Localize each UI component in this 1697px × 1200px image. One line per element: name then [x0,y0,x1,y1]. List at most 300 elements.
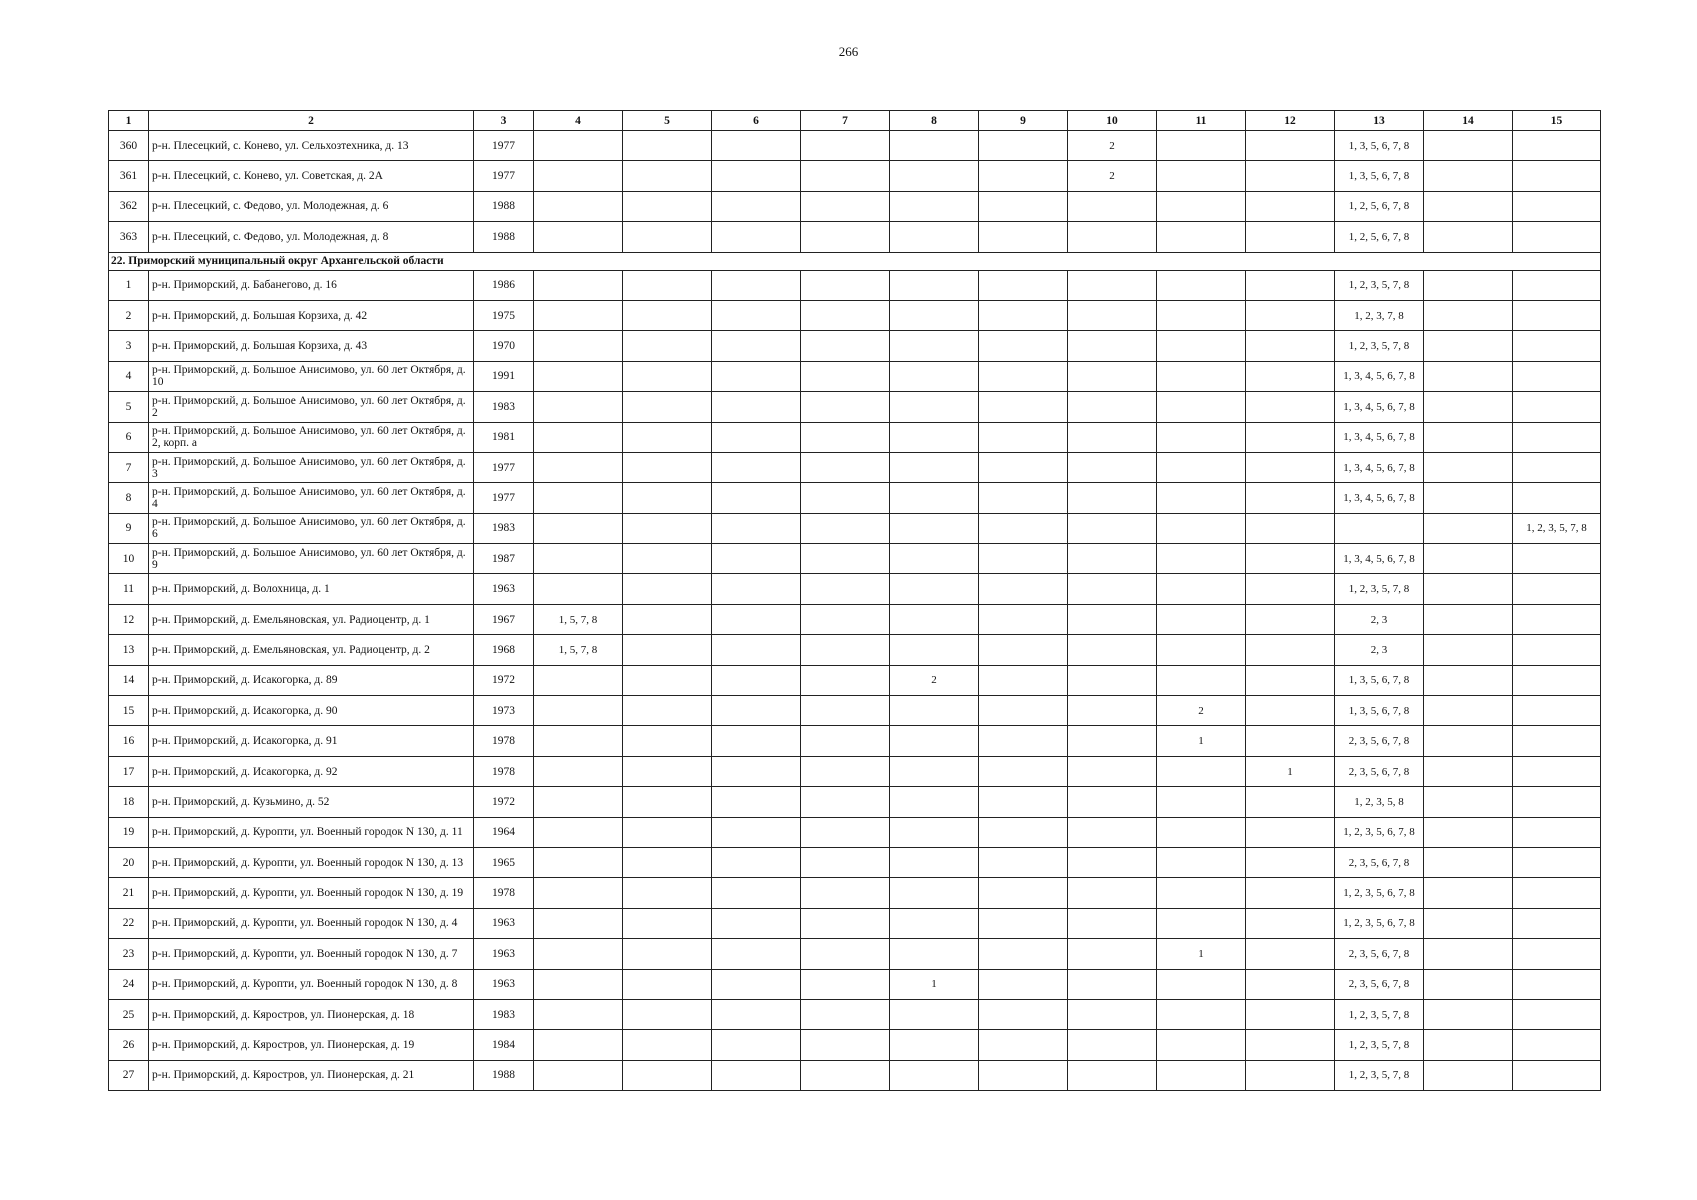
cell-col-15: 1, 2, 3, 5, 7, 8 [1513,513,1601,543]
cell-col-14 [1424,513,1513,543]
cell-col-6 [712,999,801,1029]
address-cell: р-н. Приморский, д. Куропти, ул. Военный городок N 130, д. 13 [149,847,474,877]
cell-col-7 [801,726,890,756]
cell-col-4 [534,665,623,695]
cell-col-7 [801,1060,890,1090]
cell-col-15 [1513,422,1601,452]
cell-col-10 [1068,574,1157,604]
cell-col-5 [623,131,712,161]
cell-col-8 [890,635,979,665]
cell-col-5 [623,939,712,969]
cell-col-4 [534,787,623,817]
cell-col-9 [979,969,1068,999]
cell-col-11 [1157,635,1246,665]
address-cell: р-н. Приморский, д. Большое Анисимово, ул. 60 лет Октября, д. 3 [149,452,474,482]
cell-col-6 [712,392,801,422]
cell-col-10 [1068,665,1157,695]
cell-col-6 [712,544,801,574]
cell-col-6 [712,847,801,877]
row-number-cell: 1 [109,270,149,300]
cell-col-10 [1068,726,1157,756]
address-cell: р-н. Приморский, д. Волохница, д. 1 [149,574,474,604]
cell-col-15 [1513,161,1601,191]
cell-col-7 [801,483,890,513]
cell-col-12 [1246,726,1335,756]
column-header-8: 8 [890,111,979,131]
cell-col-10 [1068,1030,1157,1060]
cell-col-13: 1, 3, 4, 5, 6, 7, 8 [1335,392,1424,422]
cell-col-15 [1513,756,1601,786]
column-header-4: 4 [534,111,623,131]
cell-col-9 [979,483,1068,513]
cell-col-5 [623,726,712,756]
cell-col-14 [1424,544,1513,574]
cell-col-12 [1246,787,1335,817]
cell-col-11 [1157,878,1246,908]
column-header-7: 7 [801,111,890,131]
cell-col-14 [1424,161,1513,191]
cell-col-4 [534,1030,623,1060]
cell-col-8 [890,513,979,543]
cell-col-11 [1157,131,1246,161]
cell-col-12 [1246,191,1335,221]
row-number-cell: 16 [109,726,149,756]
cell-col-13: 2, 3, 5, 6, 7, 8 [1335,939,1424,969]
cell-col-10: 2 [1068,161,1157,191]
cell-col-5 [623,452,712,482]
cell-col-6 [712,878,801,908]
cell-col-11: 1 [1157,726,1246,756]
cell-col-15 [1513,574,1601,604]
cell-col-15 [1513,1060,1601,1090]
cell-col-4 [534,483,623,513]
cell-col-7 [801,665,890,695]
cell-col-4 [534,131,623,161]
cell-col-13: 2, 3, 5, 6, 7, 8 [1335,969,1424,999]
cell-col-13: 2, 3, 5, 6, 7, 8 [1335,726,1424,756]
year-cell: 1963 [474,939,534,969]
cell-col-11 [1157,452,1246,482]
cell-col-9 [979,756,1068,786]
cell-col-7 [801,191,890,221]
cell-col-8: 1 [890,969,979,999]
cell-col-7 [801,999,890,1029]
cell-col-13: 1, 2, 3, 5, 7, 8 [1335,270,1424,300]
cell-col-6 [712,756,801,786]
cell-col-10 [1068,191,1157,221]
row-number-cell: 17 [109,756,149,786]
cell-col-11 [1157,222,1246,252]
address-cell: р-н. Плесецкий, с. Федово, ул. Молодежная, д. 6 [149,191,474,221]
cell-col-14 [1424,756,1513,786]
cell-col-11 [1157,847,1246,877]
cell-col-6 [712,270,801,300]
table-row [109,483,1601,513]
cell-col-4 [534,361,623,391]
cell-col-5 [623,878,712,908]
cell-col-10 [1068,969,1157,999]
cell-col-13: 2, 3, 5, 6, 7, 8 [1335,756,1424,786]
cell-col-13: 1, 2, 3, 5, 6, 7, 8 [1335,908,1424,938]
cell-col-9 [979,131,1068,161]
year-cell: 1965 [474,847,534,877]
cell-col-14 [1424,908,1513,938]
cell-col-9 [979,191,1068,221]
row-number-cell: 25 [109,999,149,1029]
cell-col-9 [979,331,1068,361]
section-row [109,252,1601,270]
cell-col-10 [1068,513,1157,543]
cell-col-11 [1157,665,1246,695]
cell-col-14 [1424,300,1513,330]
table-row [109,452,1601,482]
cell-col-6 [712,908,801,938]
cell-col-5 [623,1030,712,1060]
row-number-cell: 8 [109,483,149,513]
cell-col-13: 1, 2, 3, 5, 7, 8 [1335,574,1424,604]
address-cell: р-н. Приморский, д. Кяростров, ул. Пионерская, д. 21 [149,1060,474,1090]
cell-col-15 [1513,726,1601,756]
cell-col-10 [1068,939,1157,969]
column-header-3: 3 [474,111,534,131]
cell-col-11 [1157,422,1246,452]
address-cell: р-н. Приморский, д. Куропти, ул. Военный городок N 130, д. 7 [149,939,474,969]
cell-col-4 [534,817,623,847]
cell-col-4 [534,908,623,938]
address-cell: р-н. Плесецкий, с. Конево, ул. Советская, д. 2А [149,161,474,191]
cell-col-14 [1424,878,1513,908]
address-cell: р-н. Приморский, д. Куропти, ул. Военный городок N 130, д. 4 [149,908,474,938]
cell-col-6 [712,300,801,330]
cell-col-6 [712,939,801,969]
cell-col-9 [979,696,1068,726]
cell-col-8 [890,847,979,877]
cell-col-12 [1246,878,1335,908]
cell-col-10 [1068,452,1157,482]
cell-col-15 [1513,452,1601,482]
cell-col-12 [1246,513,1335,543]
table-row [109,131,1601,161]
cell-col-7 [801,392,890,422]
cell-col-10 [1068,999,1157,1029]
cell-col-13: 1, 3, 5, 6, 7, 8 [1335,131,1424,161]
column-header-6: 6 [712,111,801,131]
cell-col-5 [623,300,712,330]
cell-col-9 [979,544,1068,574]
cell-col-8 [890,574,979,604]
row-number-cell: 11 [109,574,149,604]
column-header-2: 2 [149,111,474,131]
cell-col-4 [534,161,623,191]
cell-col-13: 1, 3, 5, 6, 7, 8 [1335,161,1424,191]
cell-col-6 [712,635,801,665]
row-number-cell: 12 [109,604,149,634]
cell-col-15 [1513,392,1601,422]
table-row [109,817,1601,847]
cell-col-12 [1246,544,1335,574]
address-cell: р-н. Плесецкий, с. Конево, ул. Сельхозтехника, д. 13 [149,131,474,161]
cell-col-13: 1, 3, 5, 6, 7, 8 [1335,665,1424,695]
cell-col-9 [979,635,1068,665]
cell-col-13: 1, 3, 4, 5, 6, 7, 8 [1335,452,1424,482]
cell-col-8 [890,1030,979,1060]
table-row [109,544,1601,574]
row-number-cell: 363 [109,222,149,252]
year-cell: 1981 [474,422,534,452]
cell-col-6 [712,574,801,604]
year-cell: 1987 [474,544,534,574]
cell-col-15 [1513,331,1601,361]
cell-col-7 [801,908,890,938]
cell-col-13: 1, 3, 4, 5, 6, 7, 8 [1335,544,1424,574]
cell-col-9 [979,665,1068,695]
row-number-cell: 3 [109,331,149,361]
cell-col-4 [534,1060,623,1090]
column-header-1: 1 [109,111,149,131]
cell-col-5 [623,604,712,634]
cell-col-7 [801,604,890,634]
address-cell: р-н. Приморский, д. Большое Анисимово, ул. 60 лет Октября, д. 2 [149,392,474,422]
cell-col-11 [1157,392,1246,422]
row-number-cell: 21 [109,878,149,908]
column-header-14: 14 [1424,111,1513,131]
cell-col-11 [1157,604,1246,634]
cell-col-11: 1 [1157,939,1246,969]
cell-col-9 [979,1030,1068,1060]
cell-col-14 [1424,635,1513,665]
cell-col-6 [712,422,801,452]
cell-col-4 [534,513,623,543]
cell-col-6 [712,331,801,361]
cell-col-12 [1246,908,1335,938]
table-row [109,270,1601,300]
cell-col-10 [1068,635,1157,665]
row-number-cell: 19 [109,817,149,847]
table-row [109,969,1601,999]
cell-col-13: 1, 2, 5, 6, 7, 8 [1335,222,1424,252]
cell-col-8 [890,756,979,786]
row-number-cell: 4 [109,361,149,391]
address-cell: р-н. Приморский, д. Большое Анисимово, ул. 60 лет Октября, д. 4 [149,483,474,513]
section-title: 22. Приморский муниципальный округ Архангельской области [109,252,1601,270]
cell-col-8 [890,726,979,756]
cell-col-12 [1246,1060,1335,1090]
cell-col-8 [890,878,979,908]
table-body [109,131,1601,1091]
address-cell: р-н. Приморский, д. Большое Анисимово, ул. 60 лет Октября, д. 10 [149,361,474,391]
cell-col-12 [1246,574,1335,604]
table-row [109,300,1601,330]
cell-col-4 [534,191,623,221]
cell-col-10 [1068,361,1157,391]
table-header-row [109,111,1601,131]
cell-col-15 [1513,191,1601,221]
cell-col-10 [1068,908,1157,938]
cell-col-11 [1157,191,1246,221]
row-number-cell: 6 [109,422,149,452]
row-number-cell: 10 [109,544,149,574]
year-cell: 1991 [474,361,534,391]
cell-col-12 [1246,161,1335,191]
cell-col-9 [979,361,1068,391]
cell-col-5 [623,513,712,543]
cell-col-10 [1068,300,1157,330]
cell-col-12 [1246,131,1335,161]
cell-col-12 [1246,817,1335,847]
cell-col-7 [801,1030,890,1060]
cell-col-4: 1, 5, 7, 8 [534,635,623,665]
table-row [109,726,1601,756]
cell-col-11 [1157,483,1246,513]
cell-col-9 [979,999,1068,1029]
cell-col-14 [1424,665,1513,695]
cell-col-9 [979,300,1068,330]
cell-col-10 [1068,331,1157,361]
cell-col-6 [712,787,801,817]
cell-col-11 [1157,1060,1246,1090]
cell-col-4 [534,422,623,452]
address-cell: р-н. Плесецкий, с. Федово, ул. Молодежная, д. 8 [149,222,474,252]
address-cell: р-н. Приморский, д. Кяростров, ул. Пионерская, д. 18 [149,999,474,1029]
cell-col-9 [979,513,1068,543]
cell-col-5 [623,392,712,422]
cell-col-15 [1513,270,1601,300]
cell-col-4 [534,726,623,756]
cell-col-13: 1, 3, 4, 5, 6, 7, 8 [1335,483,1424,513]
cell-col-14 [1424,222,1513,252]
cell-col-11 [1157,756,1246,786]
cell-col-6 [712,222,801,252]
cell-col-6 [712,604,801,634]
cell-col-11 [1157,270,1246,300]
table-row [109,999,1601,1029]
cell-col-5 [623,665,712,695]
column-header-11: 11 [1157,111,1246,131]
cell-col-10 [1068,847,1157,877]
cell-col-14 [1424,452,1513,482]
row-number-cell: 26 [109,1030,149,1060]
table-row [109,787,1601,817]
cell-col-14 [1424,392,1513,422]
year-cell: 1984 [474,1030,534,1060]
cell-col-5 [623,756,712,786]
cell-col-14 [1424,331,1513,361]
cell-col-10 [1068,483,1157,513]
year-cell: 1973 [474,696,534,726]
cell-col-8 [890,361,979,391]
cell-col-5 [623,483,712,513]
cell-col-6 [712,665,801,695]
cell-col-8 [890,131,979,161]
cell-col-8 [890,604,979,634]
address-cell: р-н. Приморский, д. Исакогорка, д. 91 [149,726,474,756]
cell-col-4 [534,969,623,999]
table-row [109,361,1601,391]
table-row [109,908,1601,938]
cell-col-5 [623,270,712,300]
year-cell: 1964 [474,817,534,847]
table-row [109,331,1601,361]
cell-col-5 [623,422,712,452]
address-cell: р-н. Приморский, д. Кяростров, ул. Пионерская, д. 19 [149,1030,474,1060]
year-cell: 1972 [474,665,534,695]
cell-col-8 [890,422,979,452]
cell-col-14 [1424,191,1513,221]
row-number-cell: 24 [109,969,149,999]
cell-col-4 [534,696,623,726]
year-cell: 1970 [474,331,534,361]
cell-col-4: 1, 5, 7, 8 [534,604,623,634]
cell-col-15 [1513,131,1601,161]
cell-col-15 [1513,300,1601,330]
year-cell: 1978 [474,726,534,756]
cell-col-8 [890,270,979,300]
row-number-cell: 2 [109,300,149,330]
cell-col-14 [1424,969,1513,999]
cell-col-14 [1424,270,1513,300]
row-number-cell: 5 [109,392,149,422]
cell-col-5 [623,331,712,361]
cell-col-11: 2 [1157,696,1246,726]
cell-col-11 [1157,969,1246,999]
column-header-5: 5 [623,111,712,131]
year-cell: 1963 [474,574,534,604]
cell-col-9 [979,847,1068,877]
cell-col-10 [1068,1060,1157,1090]
cell-col-4 [534,756,623,786]
cell-col-5 [623,908,712,938]
cell-col-7 [801,422,890,452]
cell-col-15 [1513,483,1601,513]
table-row [109,756,1601,786]
table-row [109,161,1601,191]
row-number-cell: 360 [109,131,149,161]
address-cell: р-н. Приморский, д. Исакогорка, д. 92 [149,756,474,786]
cell-col-6 [712,696,801,726]
cell-col-14 [1424,604,1513,634]
year-cell: 1977 [474,452,534,482]
table-row [109,878,1601,908]
cell-col-12 [1246,665,1335,695]
cell-col-9 [979,161,1068,191]
cell-col-13: 1, 2, 3, 7, 8 [1335,300,1424,330]
column-header-13: 13 [1335,111,1424,131]
cell-col-10 [1068,392,1157,422]
cell-col-10 [1068,817,1157,847]
table-row [109,665,1601,695]
cell-col-8 [890,1060,979,1090]
cell-col-6 [712,191,801,221]
cell-col-15 [1513,361,1601,391]
cell-col-7 [801,161,890,191]
cell-col-4 [534,270,623,300]
cell-col-12 [1246,392,1335,422]
cell-col-11 [1157,361,1246,391]
cell-col-14 [1424,696,1513,726]
cell-col-6 [712,1060,801,1090]
cell-col-15 [1513,999,1601,1029]
cell-col-13: 1, 3, 4, 5, 6, 7, 8 [1335,422,1424,452]
cell-col-7 [801,635,890,665]
cell-col-12 [1246,1030,1335,1060]
cell-col-14 [1424,131,1513,161]
cell-col-5 [623,191,712,221]
row-number-cell: 15 [109,696,149,726]
address-cell: р-н. Приморский, д. Кузьмино, д. 52 [149,787,474,817]
cell-col-11 [1157,999,1246,1029]
row-number-cell: 23 [109,939,149,969]
cell-col-4 [534,847,623,877]
